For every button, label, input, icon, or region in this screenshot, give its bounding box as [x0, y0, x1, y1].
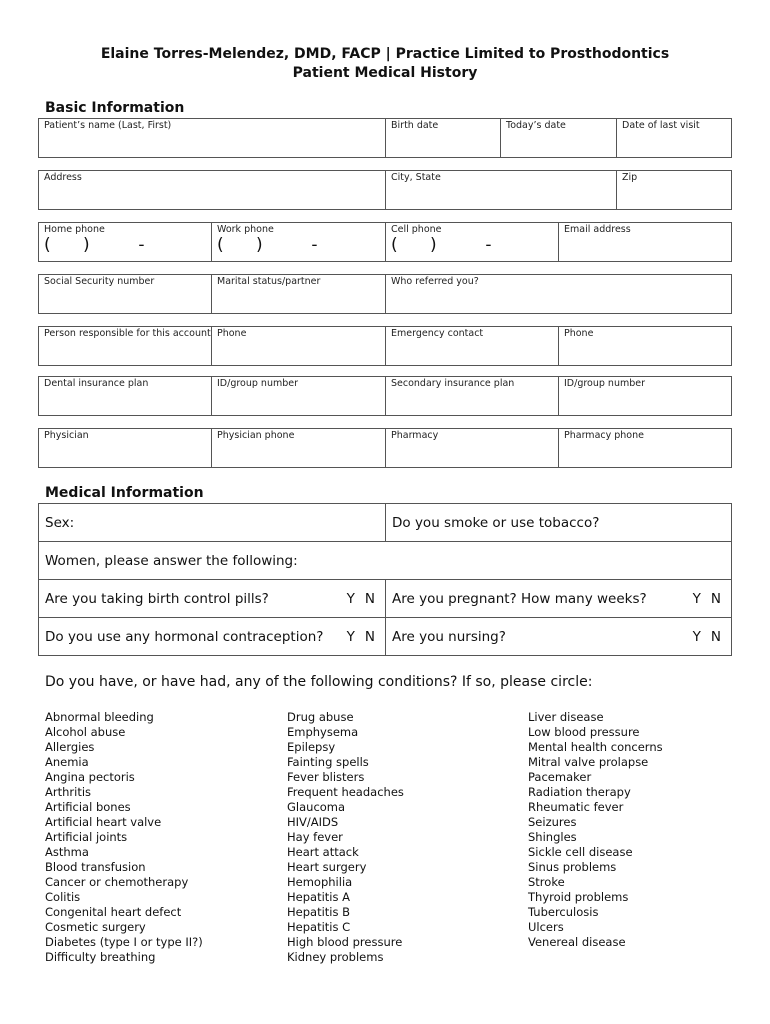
conditions-column-1 — [45, 710, 203, 965]
emergency-phone-field[interactable] — [558, 326, 732, 366]
condition-item[interactable]: Artificial bones — [45, 800, 131, 814]
physician-phone-label: Physician phone — [217, 430, 295, 441]
pharmacy-label: Pharmacy — [391, 430, 439, 441]
home-phone-label: Home phone — [44, 224, 105, 235]
pharmacy-phone-label: Pharmacy phone — [564, 430, 644, 441]
women-instruction: Women, please answer the following: — [45, 552, 298, 569]
condition-item[interactable]: Kidney problems — [287, 950, 384, 964]
pharmacy-phone-field[interactable] — [558, 428, 732, 468]
dental-plan-field[interactable] — [38, 376, 212, 416]
hormonal-yes[interactable]: Y — [346, 628, 355, 645]
condition-item[interactable]: Epilepsy — [287, 740, 336, 754]
city-state-label: City, State — [391, 172, 441, 183]
pregnant-question: Are you pregnant? How many weeks? — [392, 590, 647, 607]
women-section-row — [38, 541, 732, 580]
condition-item[interactable]: Fever blisters — [287, 770, 365, 784]
condition-item[interactable]: Mitral valve prolapse — [528, 755, 649, 769]
condition-item[interactable]: Heart attack — [287, 845, 359, 859]
home-phone-field[interactable] — [38, 222, 212, 262]
condition-item[interactable]: Low blood pressure — [528, 725, 640, 739]
emergency-contact-field[interactable] — [385, 326, 559, 366]
hormonal-yn — [337, 629, 375, 645]
responsible-person-field[interactable] — [38, 326, 212, 366]
condition-item[interactable]: Glaucoma — [287, 800, 346, 814]
physician-label: Physician — [44, 430, 89, 441]
pregnant-yes[interactable]: Y — [692, 590, 701, 607]
condition-item[interactable]: Radiation therapy — [528, 785, 631, 799]
condition-item[interactable]: Frequent headaches — [287, 785, 404, 799]
condition-item[interactable]: Liver disease — [528, 710, 604, 724]
condition-item[interactable]: Alcohol abuse — [45, 725, 126, 739]
conditions-column-2 — [287, 710, 404, 965]
birth-date-label: Birth date — [391, 120, 439, 131]
email-field[interactable] — [558, 222, 732, 262]
condition-item[interactable]: Mental health concerns — [528, 740, 663, 754]
last-visit-label: Date of last visit — [622, 120, 700, 131]
condition-item[interactable]: Hemophilia — [287, 875, 353, 889]
birth-control-yes[interactable]: Y — [346, 590, 355, 607]
condition-item[interactable]: Cosmetic surgery — [45, 920, 146, 934]
condition-item[interactable]: Ulcers — [528, 920, 564, 934]
home-phone-format: ( ) - — [44, 235, 145, 255]
birth-control-yn — [337, 591, 375, 607]
condition-item[interactable]: Abnormal bleeding — [45, 710, 154, 724]
condition-item[interactable]: Anemia — [45, 755, 89, 769]
conditions-column-3 — [528, 710, 663, 950]
condition-item[interactable]: Artificial joints — [45, 830, 128, 844]
marital-status-field[interactable] — [211, 274, 386, 314]
condition-item[interactable]: Hay fever — [287, 830, 343, 844]
condition-item[interactable]: Thyroid problems — [528, 890, 629, 904]
hormonal-question: Do you use any hormonal contraception? — [45, 628, 324, 645]
condition-item[interactable]: Allergies — [45, 740, 95, 754]
birth-control-question: Are you taking birth control pills? — [45, 590, 269, 607]
patient-name-field[interactable] — [38, 118, 386, 158]
nursing-yes[interactable]: Y — [692, 628, 701, 645]
condition-item[interactable]: Emphysema — [287, 725, 359, 739]
pregnant-row — [385, 579, 732, 618]
cell-phone-label: Cell phone — [391, 224, 442, 235]
tobacco-label: Do you smoke or use tobacco? — [392, 514, 600, 531]
condition-item[interactable]: Drug abuse — [287, 710, 354, 724]
referred-by-label: Who referred you? — [391, 276, 479, 287]
cell-phone-format: ( ) - — [391, 235, 492, 255]
condition-item[interactable]: Diabetes (type I or type II?) — [45, 935, 203, 949]
condition-item[interactable]: Venereal disease — [528, 935, 626, 949]
condition-item[interactable]: Hepatitis A — [287, 890, 350, 904]
nursing-row — [385, 617, 732, 656]
condition-item[interactable]: Asthma — [45, 845, 89, 859]
last-visit-field[interactable] — [616, 118, 732, 158]
nursing-question: Are you nursing? — [392, 628, 506, 645]
work-phone-label: Work phone — [217, 224, 274, 235]
condition-item[interactable]: Shingles — [528, 830, 577, 844]
responsible-phone-field[interactable] — [211, 326, 386, 366]
conditions-question: Do you have, or have had, any of the following conditions? If so, please circle: — [45, 674, 593, 690]
pregnant-yn — [683, 591, 721, 607]
emergency-contact-label: Emergency contact — [391, 328, 484, 339]
emergency-phone-label: Phone — [564, 328, 594, 339]
nursing-yn — [683, 629, 721, 645]
responsible-phone-label: Phone — [217, 328, 247, 339]
basic-info-heading: Basic Information — [45, 100, 185, 116]
secondary-id-field[interactable] — [558, 376, 732, 416]
condition-item[interactable]: Arthritis — [45, 785, 92, 799]
referred-by-field[interactable] — [385, 274, 732, 314]
hormonal-row — [38, 617, 386, 656]
ssn-field[interactable] — [38, 274, 212, 314]
zip-label: Zip — [622, 172, 638, 183]
birth-control-no[interactable]: N — [364, 590, 375, 607]
condition-item[interactable]: Angina pectoris — [45, 770, 135, 784]
sex-label: Sex: — [45, 514, 75, 531]
responsible-person-label: Person responsible for this account — [44, 328, 211, 339]
secondary-id-label: ID/group number — [564, 378, 646, 389]
pharmacy-field[interactable] — [385, 428, 559, 468]
ssn-label: Social Security number — [44, 276, 155, 287]
condition-item[interactable]: HIV/AIDS — [287, 815, 339, 829]
condition-item[interactable]: Sinus problems — [528, 860, 617, 874]
city-state-field[interactable] — [385, 170, 617, 210]
nursing-no[interactable]: N — [710, 628, 721, 645]
condition-item[interactable]: Fainting spells — [287, 755, 369, 769]
work-phone-format: ( ) - — [217, 235, 318, 255]
sex-field[interactable] — [38, 503, 386, 542]
dental-id-label: ID/group number — [217, 378, 299, 389]
tobacco-field[interactable] — [385, 503, 732, 542]
condition-item[interactable]: Seizures — [528, 815, 577, 829]
todays-date-field[interactable] — [500, 118, 617, 158]
condition-item[interactable]: Stroke — [528, 875, 565, 889]
practice-title: Elaine Torres-Melendez, DMD, FACP | Practice Limited to Prosthodontics — [100, 46, 670, 62]
condition-item[interactable]: Rheumatic fever — [528, 800, 624, 814]
marital-status-label: Marital status/partner — [217, 276, 321, 287]
work-phone-field[interactable] — [211, 222, 386, 262]
todays-date-label: Today’s date — [506, 120, 566, 131]
secondary-plan-label: Secondary insurance plan — [391, 378, 515, 389]
physician-phone-field[interactable] — [211, 428, 386, 468]
hormonal-no[interactable]: N — [364, 628, 375, 645]
condition-item[interactable]: Pacemaker — [528, 770, 592, 784]
address-field[interactable] — [38, 170, 386, 210]
physician-field[interactable] — [38, 428, 212, 468]
dental-id-field[interactable] — [211, 376, 386, 416]
condition-item[interactable]: Hepatitis C — [287, 920, 351, 934]
condition-item[interactable]: Artificial heart valve — [45, 815, 162, 829]
condition-item[interactable]: Difficulty breathing — [45, 950, 156, 964]
condition-item[interactable]: Colitis — [45, 890, 81, 904]
condition-item[interactable]: Heart surgery — [287, 860, 367, 874]
condition-item[interactable]: Tuberculosis — [528, 905, 599, 919]
medical-info-heading: Medical Information — [45, 485, 204, 501]
condition-item[interactable]: Congenital heart defect — [45, 905, 182, 919]
condition-item[interactable]: Blood transfusion — [45, 860, 146, 874]
form-title: Patient Medical History — [292, 65, 478, 81]
condition-item[interactable]: Sickle cell disease — [528, 845, 633, 859]
condition-item[interactable]: High blood pressure — [287, 935, 403, 949]
dental-plan-label: Dental insurance plan — [44, 378, 149, 389]
cell-phone-field[interactable] — [385, 222, 559, 262]
zip-field[interactable] — [616, 170, 732, 210]
address-label: Address — [44, 172, 82, 183]
condition-item[interactable]: Hepatitis B — [287, 905, 351, 919]
birth-control-row — [38, 579, 386, 618]
secondary-plan-field[interactable] — [385, 376, 559, 416]
patient-name-label: Patient’s name (Last, First) — [44, 120, 172, 131]
pregnant-no[interactable]: N — [710, 590, 721, 607]
condition-item[interactable]: Cancer or chemotherapy — [45, 875, 189, 889]
birth-date-field[interactable] — [385, 118, 501, 158]
email-label: Email address — [564, 224, 631, 235]
